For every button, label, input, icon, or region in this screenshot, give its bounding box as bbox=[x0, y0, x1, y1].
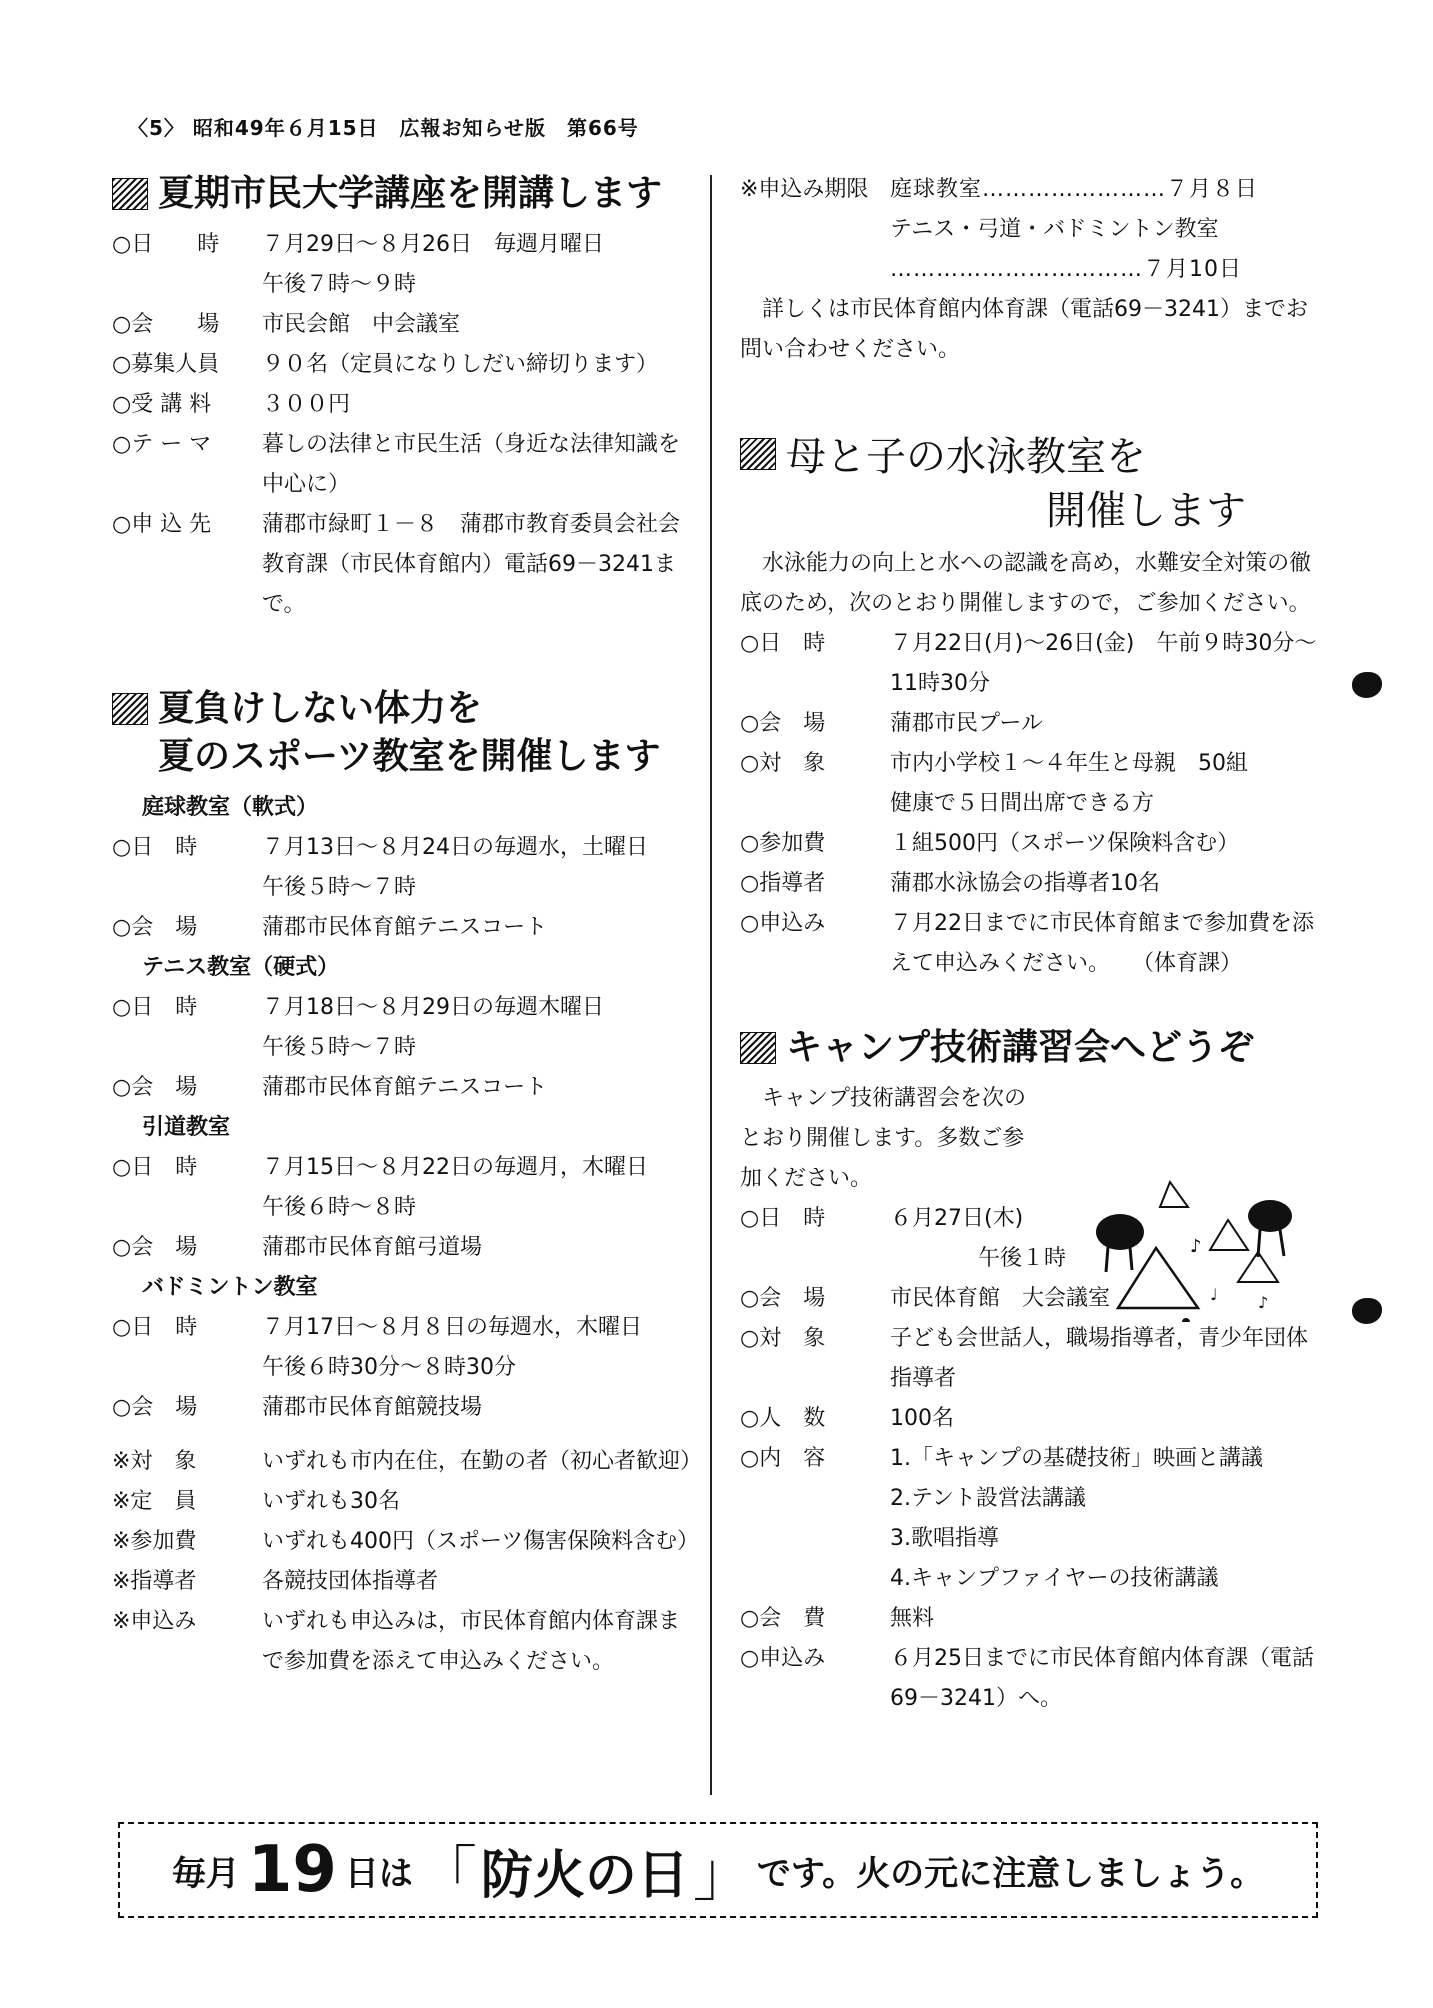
badminton-row bbox=[112, 1388, 692, 1428]
subheading-kyudo: 引道教室 bbox=[142, 1114, 231, 1140]
tent-mid-icon bbox=[1210, 1220, 1248, 1250]
subheading-badminton: バドミントン教室 bbox=[142, 1274, 318, 1300]
camp-label bbox=[740, 1519, 890, 1559]
swimming-value: ７月22日までに市民体育館まで参加費を添えて申込みください。 （体育課） bbox=[890, 911, 1314, 976]
university-value: 市民会館 中会議室 bbox=[262, 311, 461, 337]
sports-notes bbox=[112, 1442, 703, 1682]
tennis-hard-value: 蒲郡市民体育館テニスコート bbox=[262, 1074, 548, 1100]
swimming-row bbox=[740, 704, 1320, 744]
swimming-row bbox=[740, 904, 1320, 984]
camp-intro-2: とおり開催します。多数ご参 bbox=[740, 1125, 1025, 1151]
tennis-hard-label: ○会 場 bbox=[112, 1074, 198, 1100]
camp-label bbox=[740, 1559, 890, 1599]
camp-label: ○会 場 bbox=[740, 1285, 826, 1311]
university-label bbox=[112, 265, 262, 305]
tennis-hard-row bbox=[112, 988, 692, 1028]
badminton-label: ○会 場 bbox=[112, 1394, 198, 1420]
tree-right-icon bbox=[1248, 1200, 1292, 1232]
section-title-swimming: 母と子の水泳教室を 開催します bbox=[740, 430, 1320, 538]
section-title-sports: 夏負けしない体力を 夏のスポーツ教室を開催します bbox=[112, 685, 692, 782]
tennis-hard-value: 午後５時～７時 bbox=[262, 1034, 417, 1060]
university-value: 蒲郡市緑町１－８ 蒲郡市教育委員会社会教育課（市民体育館内）電話69－3241まで。 bbox=[262, 511, 681, 617]
university-label: ○申 込 先 bbox=[112, 511, 212, 537]
tennis-hard-value: ７月18日～８月29日の毎週木曜日 bbox=[262, 994, 604, 1020]
swimming-value: ７月22日(月)～26日(金) 午前９時30分～11時30分 bbox=[890, 631, 1317, 696]
tennis-soft-value: 午後５時～７時 bbox=[262, 874, 417, 900]
badminton-label: ○日 時 bbox=[112, 1314, 198, 1340]
swimming-intro: 水泳能力の向上と水への認識を高め，水難安全対策の徹底のため，次のとおり開催しますので，ご参加ください。 bbox=[740, 551, 1312, 616]
camp-value: 4.キャンプファイヤーの技術講議 bbox=[890, 1565, 1219, 1591]
university-row bbox=[112, 385, 692, 425]
camp-label bbox=[740, 1479, 890, 1519]
tent-small-icon bbox=[1160, 1182, 1188, 1207]
note-row bbox=[112, 1522, 700, 1562]
camp-value: 3.歌唱指導 bbox=[890, 1525, 999, 1551]
music-note-icon: ♩ bbox=[1210, 1285, 1218, 1304]
camp-value: 100名 bbox=[890, 1405, 954, 1431]
tennis-hard-row bbox=[112, 1068, 692, 1108]
camp-value: 1.「キャンプの基礎技術」映画と講議 bbox=[890, 1445, 1263, 1471]
swimming-value: １組500円（スポーツ保険料含む） bbox=[890, 831, 1240, 856]
deadline-inquiry: 詳しくは市民体育館内体育課（電話69－3241）までお問い合わせください。 bbox=[740, 297, 1308, 362]
kyudo-value: 午後６時～８時 bbox=[262, 1194, 417, 1220]
tennis-soft-row bbox=[112, 908, 692, 948]
hatch-mark-icon bbox=[740, 438, 776, 470]
kyudo-label bbox=[112, 1188, 262, 1228]
kyudo-row bbox=[112, 1188, 692, 1228]
camp-row bbox=[740, 1399, 1320, 1439]
university-label: ○会 場 bbox=[112, 311, 220, 337]
camp-row bbox=[740, 1599, 1320, 1639]
tennis-soft-details bbox=[112, 828, 692, 948]
camp-illustration bbox=[1090, 1172, 1300, 1322]
tennis-soft-row bbox=[112, 868, 692, 908]
university-row bbox=[112, 305, 692, 345]
hatch-mark-icon bbox=[112, 693, 148, 725]
kyudo-value: 蒲郡市民体育館弓道場 bbox=[262, 1234, 483, 1260]
camp-value: 2.テント設営法講議 bbox=[890, 1485, 1086, 1511]
swimming-value: 蒲郡水泳協会の指導者10名 bbox=[890, 871, 1160, 896]
camp-intro-3: 加ください。 bbox=[740, 1165, 873, 1191]
camp-value: ６月27日(木) bbox=[890, 1205, 1024, 1231]
camp-label: ○人 数 bbox=[740, 1405, 826, 1431]
swimming-row bbox=[740, 784, 1320, 824]
note-row bbox=[112, 1482, 692, 1522]
tennis-soft-value: 蒲郡市民体育館テニスコート bbox=[262, 914, 548, 940]
university-label: ○テ ー マ bbox=[112, 431, 212, 457]
university-value: 午後７時～９時 bbox=[262, 271, 417, 297]
music-note-icon: ♪ bbox=[1258, 1293, 1269, 1312]
swimming-row bbox=[740, 824, 1320, 864]
swimming-row bbox=[740, 744, 1320, 784]
tennis-hard-label bbox=[112, 1028, 262, 1068]
camp-row bbox=[740, 1639, 1320, 1719]
kyudo-label: ○日 時 bbox=[112, 1154, 198, 1180]
deadline-row-3: ……………………………７月10日 bbox=[890, 257, 1242, 282]
camp-label bbox=[740, 1239, 890, 1279]
badminton-value: 蒲郡市民体育館競技場 bbox=[262, 1394, 483, 1420]
camp-value: 無料 bbox=[890, 1605, 935, 1631]
swimming-value: 蒲郡市民プール bbox=[890, 711, 1043, 736]
hatch-mark-icon bbox=[112, 178, 148, 210]
badminton-value: 午後６時30分～８時30分 bbox=[262, 1354, 516, 1380]
university-row bbox=[112, 265, 692, 305]
tennis-hard-row bbox=[112, 1028, 692, 1068]
margin-dot-icon bbox=[1352, 1298, 1382, 1324]
university-value: ９０名（定員になりしだい締切ります） bbox=[262, 351, 659, 377]
tennis-soft-label: ○会 場 bbox=[112, 914, 198, 940]
column-divider bbox=[710, 175, 712, 1795]
swimming-row bbox=[740, 624, 1320, 704]
note-label: ※対 象 bbox=[112, 1448, 197, 1474]
badminton-row bbox=[112, 1308, 692, 1348]
university-label: ○日 時 bbox=[112, 231, 220, 257]
camp-row bbox=[740, 1519, 1320, 1559]
deadline-row-1: ※申込み期限 庭球教室……………………７月８日 bbox=[740, 177, 1259, 202]
note-value: いずれも30名 bbox=[262, 1488, 400, 1514]
camp-row bbox=[740, 1559, 1320, 1599]
university-value: ７月29日～８月26日 毎週月曜日 bbox=[262, 231, 604, 257]
page-header: 〈5〉 昭和49年６月15日 広報お知らせ版 第66号 bbox=[128, 116, 639, 140]
university-row bbox=[112, 505, 692, 625]
margin-dot-icon bbox=[1352, 672, 1382, 698]
section-title-camp: キャンプ技術講習会へどうぞ bbox=[740, 1024, 1320, 1073]
university-value: ３００円 bbox=[262, 391, 351, 417]
note-value: いずれも400円（スポーツ傷害保険料含む） bbox=[262, 1528, 700, 1554]
note-label: ※参加費 bbox=[112, 1528, 197, 1554]
hatch-mark-icon bbox=[740, 1032, 776, 1064]
university-label: ○受 講 料 bbox=[112, 391, 212, 417]
swimming-label: ○対 象 bbox=[740, 751, 826, 776]
camp-label: ○会 費 bbox=[740, 1605, 826, 1631]
note-label: ※定 員 bbox=[112, 1488, 197, 1514]
university-row bbox=[112, 425, 692, 505]
subheading-tennis-soft: 庭球教室（軟式） bbox=[142, 794, 319, 820]
badminton-value: ７月17日～８月８日の毎週水，木曜日 bbox=[262, 1314, 642, 1340]
camp-row bbox=[740, 1439, 1320, 1479]
swimming-label: ○指導者 bbox=[740, 871, 826, 896]
university-value: 暮しの法律と市民生活（身近な法律知識を中心に） bbox=[262, 431, 681, 497]
swimming-label: ○申込み bbox=[740, 911, 826, 936]
camp-intro-1: キャンプ技術講習会を次の bbox=[762, 1085, 1027, 1111]
section-title-university: 夏期市民大学講座を開講します bbox=[112, 170, 692, 219]
university-label: ○募集人員 bbox=[112, 351, 220, 377]
note-label: ※申込み bbox=[112, 1608, 197, 1634]
kyudo-label: ○会 場 bbox=[112, 1234, 198, 1260]
university-row bbox=[112, 225, 692, 265]
subheading-tennis-hard: テニス教室（硬式） bbox=[142, 954, 340, 980]
note-label: ※指導者 bbox=[112, 1568, 197, 1594]
camp-label: ○申込み bbox=[740, 1645, 826, 1671]
tree-left-icon bbox=[1096, 1214, 1144, 1250]
tennis-hard-label: ○日 時 bbox=[112, 994, 198, 1020]
kyudo-value: ７月15日～８月22日の毎週月，木曜日 bbox=[262, 1154, 648, 1180]
swimming-label bbox=[740, 784, 890, 824]
tennis-soft-label bbox=[112, 868, 262, 908]
camp-value: 子ども会世話人，職場指導者，青少年団体指導者 bbox=[890, 1325, 1309, 1391]
badminton-row bbox=[112, 1348, 692, 1388]
camp-label: ○対 象 bbox=[740, 1325, 826, 1351]
note-value: いずれも市内在住，在勤の者（初心者歓迎） bbox=[262, 1448, 703, 1474]
camp-row bbox=[740, 1319, 1320, 1399]
deadline-row-2: テニス・弓道・バドミントン教室 bbox=[890, 217, 1219, 242]
note-value: 各競技団体指導者 bbox=[262, 1568, 439, 1594]
right-column bbox=[740, 170, 1320, 1719]
swimming-label: ○日 時 bbox=[740, 631, 826, 656]
left-column bbox=[112, 170, 703, 1682]
camp-label: ○内 容 bbox=[740, 1445, 826, 1471]
swimming-value: 健康で５日間出席できる方 bbox=[890, 791, 1155, 816]
fire-prevention-banner: 毎月 19 日は 「 防火の日 」 です。火の元に注意しましょう。 bbox=[118, 1822, 1318, 1918]
swimming-value: 市内小学校１～４年生と母親 50組 bbox=[890, 751, 1248, 776]
university-row bbox=[112, 345, 692, 385]
swimming-details bbox=[740, 624, 1320, 984]
note-row bbox=[112, 1562, 692, 1602]
swimming-label: ○参加費 bbox=[740, 831, 826, 856]
kyudo-row bbox=[112, 1228, 692, 1268]
note-value: いずれも申込みは，市民体育館内体育課まで参加費を添えて申込みください。 bbox=[262, 1608, 681, 1674]
swimming-row bbox=[740, 864, 1320, 904]
tennis-soft-label: ○日 時 bbox=[112, 834, 198, 860]
camp-value: 市民体育館 大会議室 bbox=[890, 1285, 1111, 1311]
kyudo-details bbox=[112, 1148, 692, 1268]
camp-value: ６月25日までに市民体育館内体育課（電話69－3241）へ。 bbox=[890, 1645, 1314, 1711]
tennis-soft-row bbox=[112, 828, 692, 868]
note-row bbox=[112, 1602, 692, 1682]
tennis-soft-value: ７月13日～８月24日の毎週水，土曜日 bbox=[262, 834, 648, 860]
kyudo-row bbox=[112, 1148, 692, 1188]
swimming-label: ○会 場 bbox=[740, 711, 826, 736]
badminton-label bbox=[112, 1348, 262, 1388]
camp-value: 午後１時 bbox=[890, 1245, 1067, 1271]
camp-row bbox=[740, 1479, 1320, 1519]
tennis-hard-details bbox=[112, 988, 692, 1108]
note-row bbox=[112, 1442, 703, 1482]
badminton-details bbox=[112, 1308, 692, 1428]
music-note-icon: ♪ bbox=[1190, 1236, 1202, 1257]
university-details bbox=[112, 225, 692, 625]
camp-label: ○日 時 bbox=[740, 1205, 826, 1231]
